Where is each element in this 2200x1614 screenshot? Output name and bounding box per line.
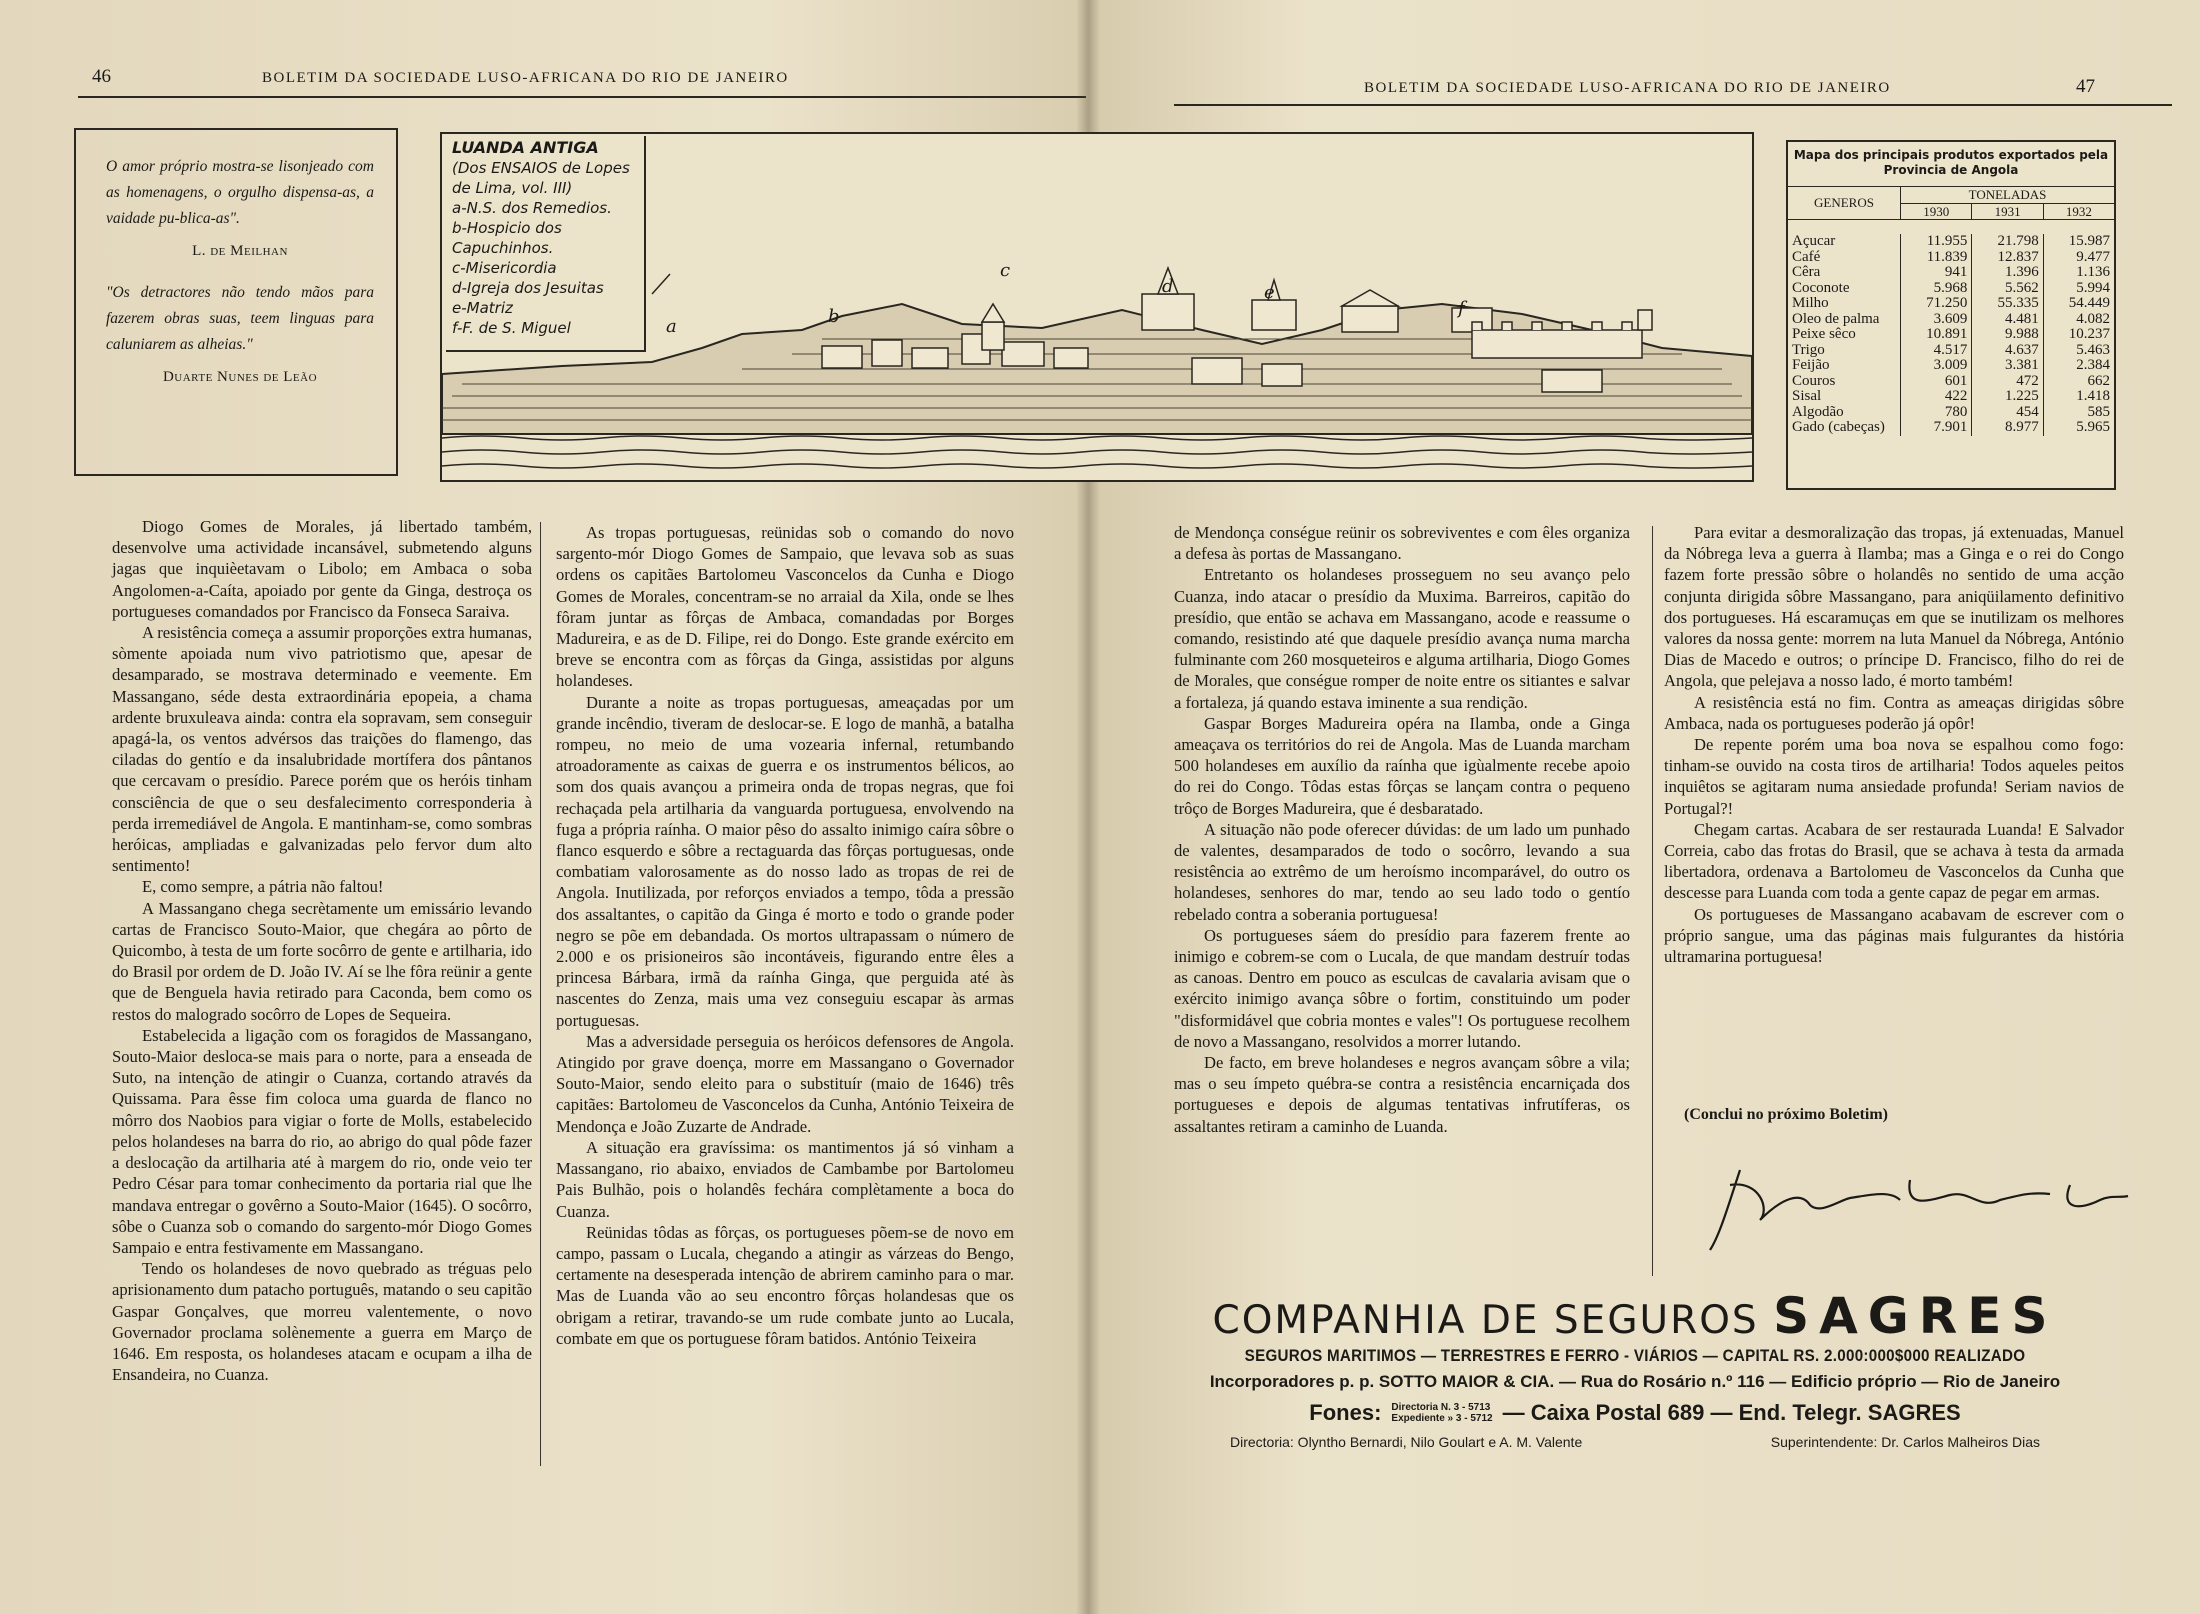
- paragraph: A resistência está no fim. Contra as ameaças dirigidas sôbre Ambaca, nada os portugueses poderão já opôr!: [1664, 692, 2124, 733]
- table-cell: Sisal: [1792, 389, 1822, 404]
- header-rule-right: [1174, 104, 2172, 106]
- table-cell: 7.901: [1901, 420, 1972, 436]
- article-column-4: [1664, 522, 2124, 967]
- paragraph: E, como sempre, a pátria não faltou!: [142, 877, 384, 897]
- table-cell: 2.384: [2043, 358, 2114, 374]
- table-row: [1788, 420, 2114, 436]
- table-row: [1788, 389, 2114, 405]
- legend-item: e-Matriz: [452, 299, 513, 317]
- legend-item: b-Hospicio dos Capuchinhos.: [452, 219, 562, 257]
- paragraph: A resistência começa a assumir proporções extra humanas, sòmente apoiada num vivo patriotismo que, apesar de desamparado, se mostrava determinado e veemente. Em Massangano, séde desta extraordinária epopeia, a chama ardente bruxuleava ainda: contra ela sopravam, sem conseguir apagá-la, os ventos advérsos das traições do flamengo, das ciladas do gentío e da insalubridade mortífera dos pântanos que cercavam o presídio. Parece porém que os heróis tinham consciência de que o seu desfalecimento corresponderia à perda irremediável de Angola. E mantinham-se, como sombras heróicas, ampliadas e galvanizadas pelo fervor dum alto sentimento!: [112, 623, 532, 876]
- map-letter-d: d: [1162, 276, 1174, 297]
- table-cell: 662: [2043, 374, 2114, 390]
- table-cell: 11.955: [1901, 234, 1972, 250]
- pointer-line: [652, 274, 670, 294]
- table-cell: 5.965: [2043, 420, 2114, 436]
- paragraph: A situação não pode oferecer dúvidas: de um lado um punhado de valentes, desamparados de todo o socôrro, levando a sua resistência ao extrêmo de um heroísmo incomparável, do outro os holandeses, senhores do mar, tendo ao seu lado todo o gentío rebelado contra a soberania portuguesa!: [1174, 819, 1630, 924]
- table-cell: 55.335: [1972, 296, 2043, 312]
- table-cell: 21.798: [1972, 234, 2043, 250]
- table-cell: 454: [1972, 405, 2043, 421]
- exports-table-title: Mapa dos principais produtos exportados pela Provincia de Angola: [1788, 142, 2114, 187]
- page-number-right: 47: [2076, 76, 2095, 97]
- legend-item: f-F. de S. Miguel: [452, 319, 571, 337]
- col-header-toneladas: TONELADAS: [1901, 187, 2115, 203]
- map-legend: [446, 136, 646, 352]
- advert-superintendente: Superintendente: Dr. Carlos Malheiros Dias: [1770, 1434, 2040, 1450]
- table-cell: Cêra: [1792, 265, 1821, 280]
- paragraph: Reünidas tôdas as fôrças, os portugueses põem-se de novo em campo, passam o Lucala, chegando a atingir as várzeas do Bengo, certamente na desesperada intenção de abrirem caminho para o mar. Mas de Luanda vão ao seu encontro fôrças holandesas que os obrigam a retirar, travando-se um rude combate junto ao Lucala, combate em que os portuguese fôram batidos. António Teixeira: [556, 1222, 1014, 1348]
- table-cell: 4.517: [1901, 343, 1972, 359]
- legend-item: a-N.S. dos Remedios.: [452, 199, 612, 217]
- table-cell: Oleo de palma: [1792, 311, 1880, 327]
- article-column-2: [556, 522, 1014, 1349]
- table-cell: 4.637: [1972, 343, 2043, 359]
- exports-table: [1786, 140, 2116, 490]
- table-cell: Feijão: [1792, 358, 1830, 373]
- paragraph: A situação era gravíssima: os mantimentos já só vinham a Massangano, rio abaixo, enviados de Cambambe por Bartolomeu Pais Bulhão, pois o holandês fechára complètamente a boca do Cuanza.: [556, 1137, 1014, 1221]
- paragraph: Tendo os holandeses de novo quebrado as tréguas pelo aprisionamento dum patacho português, matando o seu capitão Gaspar Gonçalves, que morreu valentemente, o novo Governador proclama solènemente a guerra em Março de 1646. Em resposta, os holandeses atacam e ocupam a ilha de Ensandeira, no Cuanza.: [112, 1259, 532, 1385]
- table-cell: 71.250: [1901, 296, 1972, 312]
- table-row: [1788, 281, 2114, 297]
- advert-address: Incorporadores p. p. SOTTO MAIOR & CIA. — Rua do Rosário n.º 116 — Edificio próprio — Rio de Janeiro: [1209, 1372, 2061, 1391]
- header-rule-left: [78, 96, 1086, 98]
- table-cell: Trigo: [1792, 342, 1825, 358]
- map-letter-b: b: [828, 306, 840, 327]
- table-cell: Gado (cabeças): [1792, 420, 1885, 435]
- paragraph: A Massangano chega secrètamente um emissário levando cartas de Francisco Souto-Maior, que chegára ao pôrto de Quicombo, à testa de um forte socôrro de gente e artilharia, ido do Brasil por ordem de D. João IV. Aí se lhe fôra reünir a gente que de Benguela havia retirado para Caconda, bem como os restos do malogrado socôrro de Lopes de Sequeira.: [112, 898, 532, 1024]
- table-cell: 10.237: [2043, 327, 2114, 343]
- table-cell: Algodão: [1792, 404, 1844, 420]
- paragraph: Estabelecida a ligação com os foragidos de Massangano, Souto-Maior desloca-se mais para o norte, para a enseada de Suto, na intenção de atingir o Cuanza, cortando através da Quissama. Para êsse fim coloca uma guarda de flanco no môrro dos Naobios para vigiar o forte de Molls, estabelecido pelos holandeses na barra do rio, ao abrigo do qual pôde fazer a deslocação da artilharia até à margem do rio, onde veio ter Pedro César para tomar conhecimento da portaria rial que lhe mandava entregar o govêrno a Souto-Maior (1645). O socôrro, sôbe o Cuanza sob o comando do sargento-mór Diogo Gomes Sampaio e entra festivamente em Massangano.: [112, 1025, 532, 1257]
- table-cell: 4.481: [1972, 312, 2043, 328]
- water-lines: [442, 436, 1752, 468]
- running-header-right: BOLETIM DA SOCIEDADE LUSO-AFRICANA DO RIO DE JANEIRO: [1364, 80, 1891, 96]
- conclusion-note: (Conclui no próximo Boletim): [1684, 1106, 1888, 1123]
- table-row: [1788, 374, 2114, 390]
- advert-company: [1160, 1287, 2110, 1347]
- table-cell: Açucar: [1792, 234, 1836, 249]
- table-cell: 472: [1972, 374, 2043, 390]
- paragraph: Gaspar Borges Madureira opéra na Ilamba, onde a Ginga ameaçava os territórios do rei de Angola. Mas de Luanda marcham 500 holandeses em auxílio da raínha que igùalmente recebe apoio do rei do Congo. Tôdas estas fôrças se lançam contra o pequeno trôço de Borges Madureira, que é desbaratado.: [1174, 713, 1630, 818]
- paragraph: Entretanto os holandeses prosseguem no seu avanço pelo Cuanza, indo atacar o presídio da Muxima. Barreiros, capitão do presídio, que então se achava em Massangano, acode e reassume o comando, resistindo até que daquele presídio avança numa marcha fulminante com 260 mosqueteiros e alguma artilharia, Diogo Gomes de Morales, que conségue romper de noite entre os sitiantes e salvar a fortaleza, já quando estava iminente a sua rendição.: [1174, 565, 1630, 712]
- table-cell: 5.968: [1901, 281, 1972, 297]
- map-letter-c: c: [1000, 260, 1011, 281]
- paragraph: Diogo Gomes de Morales, já libertado também, desenvolve uma actividade incansável, submetendo alguns jagas que inquièetavam o Libolo; em Ambaca o soba Angolomen-a-Caíta, apoiado por gente da Ginga, destroça os portugueses comandados por Francisco da Fonseca Saraiva.: [112, 517, 532, 621]
- running-header-left: BOLETIM DA SOCIEDADE LUSO-AFRICANA DO RIO DE JANEIRO: [262, 70, 789, 86]
- author-signature: [1700, 1140, 2130, 1260]
- table-cell: 1.225: [1972, 389, 2043, 405]
- advert-services: SEGUROS MARITIMOS — TERRESTRES E FERRO - VIÁRIOS — CAPITAL RS. 2.000:000$000 REALIZADO: [1244, 1347, 2026, 1365]
- paragraph: Para evitar a desmoralização das tropas, já extenuadas, Manuel da Nóbrega leva a guerra à Ilamba; mas a Ginga e o rei do Congo fazem forte pressão sôbre o holandês no sentido de uma acção conjunta dirigida sôbre Massangano, para aniqüilamento definitivo dos portugueses. Há escaramuças em que se inutilizam os melhores valores da nossa gente: morrem na luta Manuel da Nóbrega, António Dias de Macedo e outros; o príncipe D. Francisco, filho do rei de Angola, que pelejava a nosso lado, é morto também!: [1664, 523, 2124, 691]
- table-row: [1788, 358, 2114, 374]
- paragraph: de Mendonça conségue reünir os sobreviventes e com êles organiza a defesa às portas de Massangano.: [1174, 523, 1630, 564]
- table-row: [1788, 327, 2114, 343]
- table-row: [1788, 312, 2114, 328]
- column-rule: [540, 522, 541, 1466]
- paragraph: Mas a adversidade perseguia os heróicos defensores de Angola. Atingido por grave doença, morre em Massangano o Governador Souto-Maior, sendo eleito para o substituír (maio de 1646) três capitães: Bartolomeu de Vasconcelos da Cunha, António Teixeira de Mendonça e João Zuzarte de Andrade.: [556, 1031, 1014, 1136]
- table-cell: 8.977: [1972, 420, 2043, 436]
- table-cell: 11.839: [1901, 250, 1972, 266]
- advert-phone-1: Directoria N. 3 - 5713: [1391, 1402, 1491, 1413]
- table-cell: Peixe sêco: [1792, 327, 1856, 342]
- table-cell: 54.449: [2043, 296, 2114, 312]
- sagres-advert: [1160, 1287, 2110, 1490]
- table-cell: 5.562: [1972, 281, 2043, 297]
- advert-contacts: [1160, 1400, 2110, 1426]
- table-cell: 941: [1901, 265, 1972, 281]
- column-rule: [1652, 526, 1653, 1276]
- paragraph: Os portugueses de Massangano acabavam de escrever com o próprio sangue, uma das páginas mais fulgurantes da história ultramarina portuguesa!: [1664, 904, 2124, 967]
- legend-item: c-Misericordia: [452, 259, 557, 277]
- map-letter-f: f: [1458, 298, 1465, 319]
- map-letter-a: a: [666, 316, 677, 337]
- table-cell: 3.381: [1972, 358, 2043, 374]
- page-number-left: 46: [92, 66, 111, 87]
- table-cell: 3.609: [1901, 312, 1972, 328]
- paragraph: De facto, em breve holandeses e negros avançam sôbre a vila; mas o seu ímpeto québra-se contra a resistência encarniçada dos portugueses e depois de algumas tentativas infrutíferas, os assaltantes retiram a caminho de Luanda.: [1174, 1053, 1630, 1136]
- table-row: [1788, 250, 2114, 266]
- article-column-1: [112, 516, 532, 1385]
- advert-directors: [1160, 1434, 2110, 1450]
- advert-company-name: COMPANHIA DE SEGUROS: [1212, 1298, 1759, 1343]
- epigraph-quote-1: O amor próprio mostra-se lisonjeado com as homenagens, o orgulho dispensa-as, a vaidade pu-blica-as".: [106, 158, 374, 227]
- table-cell: 585: [2043, 405, 2114, 421]
- table-cell: 1.396: [1972, 265, 2043, 281]
- legend-item: d-Igreja dos Jesuitas: [452, 279, 604, 297]
- table-cell: 780: [1901, 405, 1972, 421]
- paragraph: De repente porém uma boa nova se espalhou como fogo: tinham-se ouvido na costa tiros de artilharia! Todos aqueles peitos inquiêtos se agitaram numa ansiedade profunda! Seriam navios de Portugal?!: [1664, 735, 2124, 818]
- table-cell: Milho: [1792, 296, 1829, 311]
- table-row: [1788, 343, 2114, 359]
- luanda-illustration: [440, 132, 1754, 482]
- table-cell: 422: [1901, 389, 1972, 405]
- table-row: [1788, 265, 2114, 281]
- advert-directoria: Directoria: Olyntho Bernardi, Nilo Goulart e A. M. Valente: [1230, 1434, 1583, 1450]
- legend-title: LUANDA ANTIGA: [452, 138, 599, 157]
- table-cell: 3.009: [1901, 358, 1972, 374]
- epigraph-author-2: Duarte Nunes de Leão: [162, 369, 318, 385]
- paragraph: Durante a noite as tropas portuguesas, ameaçadas por um grande incêndio, tiveram de deslocar-se. E logo de manhã, a batalha rompeu, no meio de uma vozearia infernal, retumbando atroadoramente as caixas de guerra e os instrumentos bélicos, ao som dos quais avançou a primeira onda de tropas negras, que foi rechaçada pela artilharia da vanguarda portuguesa, envolvendo na fuga a própria raínha. O maior pêso do assalto inimigo caíra sôbre o flanco esquerdo e sôbre a rectaguarda das fôrças portuguesas, onde combatiam valorosamente as do nosso lado as tropas de rei de Angola. Inutilizada, por reforços enviados a tempo, tôda a pressão dos assaltantes, o capitão da Ginga é morto e todo o grande poder negro se põe em debandada. Os mortos ultrapassam o número de 2.000 e os prisioneiros são incontáveis, figurando entre êles a princesa Bárbara, irmã da raínha Ginga, que perguida até às nascentes do Zenza, mais uma vez conseguiu escapar às armas portuguesas.: [556, 692, 1014, 1030]
- table-row: [1788, 234, 2114, 250]
- advert-brand: SAGRES: [1773, 1287, 2058, 1345]
- table-cell: 1.418: [2043, 389, 2114, 405]
- table-row: [1788, 296, 2114, 312]
- table-cell: 4.082: [2043, 312, 2114, 328]
- table-cell: 601: [1901, 374, 1972, 390]
- article-column-3: [1174, 522, 1630, 1137]
- advert-fones-label: Fones:: [1309, 1400, 1382, 1425]
- epigraph-box: [74, 128, 398, 476]
- table-cell: 1.136: [2043, 265, 2114, 281]
- col-header-generos: GENEROS: [1788, 187, 1901, 220]
- table-cell: Coconote: [1792, 280, 1850, 296]
- table-cell: Couros: [1792, 373, 1836, 389]
- legend-source: (Dos ENSAIOS de Lopes de Lima, vol. III): [452, 159, 630, 197]
- table-cell: Café: [1792, 249, 1821, 265]
- paragraph: As tropas portuguesas, reünidas sob o comando do novo sargento-mór Diogo Gomes de Sampaio, que levava sob as suas ordens os capitães Bartolomeu Vasconcelos da Cunha e Diogo Gomes de Morales, concentram-se no arraial da Xila, onde se lhes fôram juntar as fôrças de Ambaca, comandadas por Borges Madureira, e as de D. Filipe, rei do Dongo. Este grande exército em breve se encontra com as fôrças da Ginga, assistidas por alguns holandeses.: [556, 523, 1014, 691]
- table-cell: 9.988: [1972, 327, 2043, 343]
- epigraph-quote-2: "Os detractores não tendo mãos para fazerem obras suas, teem linguas para caluniarem as alheias.": [106, 284, 374, 353]
- table-row: [1788, 405, 2114, 421]
- table-cell: 12.837: [1972, 250, 2043, 266]
- table-cell: 9.477: [2043, 250, 2114, 266]
- table-cell: 10.891: [1901, 327, 1972, 343]
- advert-phone-2: Expediente » 3 - 5712: [1391, 1413, 1493, 1424]
- advert-phone-numbers: [1391, 1402, 1492, 1424]
- map-letter-e: e: [1264, 282, 1275, 303]
- table-cell: 5.994: [2043, 281, 2114, 297]
- col-header-year: 1931: [1972, 203, 2043, 220]
- table-cell: 15.987: [2043, 234, 2114, 250]
- paragraph: Os portugueses sáem do presídio para fazerem frente ao inimigo e cobrem-se com o Lucala, de que mandam destruír todas as canoas. Dentro em pouco as esculcas de cavalaria avisam que o exército inimigo avança sôbre o fortim, constituindo um poder "disformidável que cobria montes e vales"! Os portuguese recolhem de novo a Massangano, resolvidos a morrer lutando.: [1174, 925, 1630, 1051]
- exports-table-grid: [1788, 187, 2114, 436]
- paragraph: Chegam cartas. Acabara de ser restaurada Luanda! E Salvador Correia, cabo das frotas do Brasil, que se achava à testa da armada libertadora, ordenava a Bartolomeu de Vasconcelos da Cunha que descesse para Luanda com toda a gente capaz de pegar em armas.: [1664, 819, 2124, 903]
- col-header-year: 1930: [1923, 203, 1950, 219]
- epigraph-author-1: L. de Meilhan: [192, 243, 288, 259]
- table-cell: 5.463: [2043, 343, 2114, 359]
- col-header-year: 1932: [2043, 203, 2114, 220]
- advert-caixa-postal: — Caixa Postal 689 — End. Telegr. SAGRES: [1502, 1400, 1961, 1425]
